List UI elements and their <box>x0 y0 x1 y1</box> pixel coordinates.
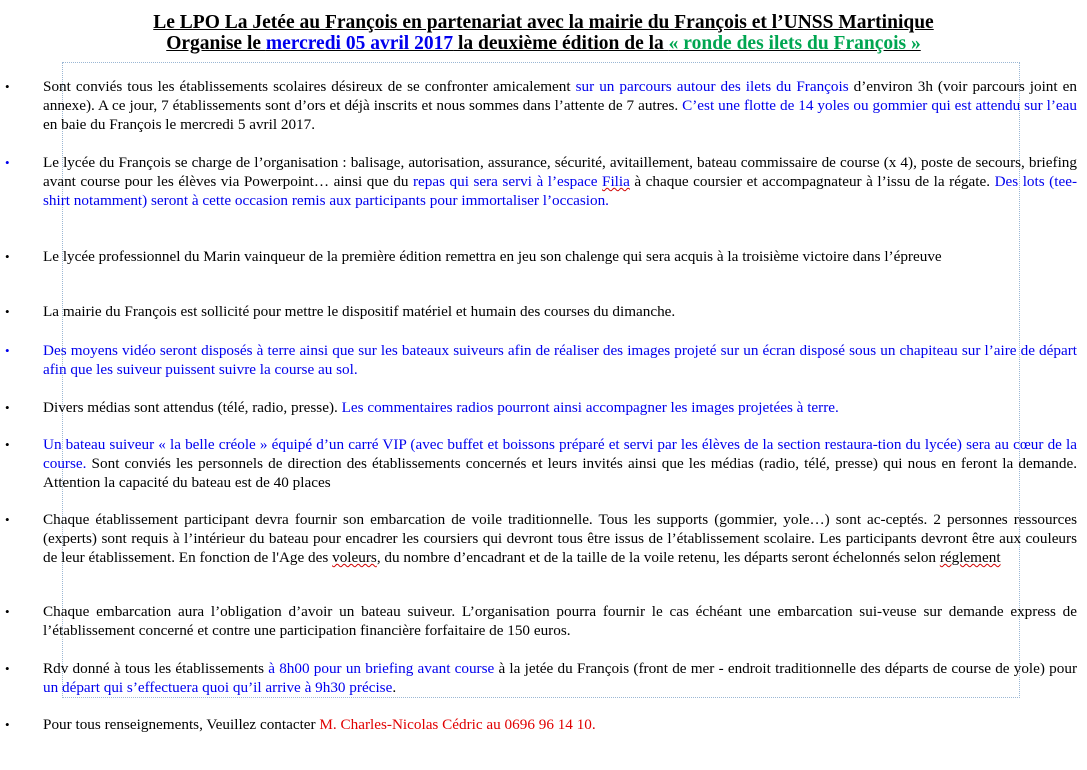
item-text-highlight: Des moyens vidéo seront disposés à terre ainsi que sur les bateaux suiveurs afin de réaliser des images projeté sur un écran disposé sous un chapiteau sur l’aire de départ afin que les suiveur puissent suivre la course au sol. <box>43 342 1077 378</box>
item-text-highlight: Des lots (tee-shirt notamment) seront à cette occasion remis aux participants pour immortaliser l’occasion. <box>43 173 1077 209</box>
list-item <box>5 77 1077 134</box>
item-text-highlight: à 8h00 pour un briefing avant course <box>268 660 495 677</box>
item-text: Divers médias sont attendus (télé, radio, presse). <box>43 399 342 416</box>
item-text: Sont conviés tous les établissements scolaires désireux de se confronter amicalement <box>43 78 576 95</box>
list-item <box>5 435 1077 492</box>
list-item <box>5 247 1077 266</box>
bullet-icon: • <box>5 249 10 264</box>
bullet-icon: • <box>5 604 10 619</box>
event-date: mercredi 05 avril 2017 <box>265 33 454 54</box>
item-text: Le lycée du François se charge de l’organisation : balisage, autorisation, assurance, sécurité, avitaillement, bateau commissaire de course (x 4), poste de secours, briefing avant course pour les élèves via Powerpoint… ainsi que du <box>43 154 1077 190</box>
list-item <box>5 659 1078 697</box>
item-text-highlight: un départ qui s’effectuera quoi qu’il arrive à 9h30 précise <box>43 679 393 696</box>
item-text: à chaque coursier et accompagnateur à l’issu de la régate. <box>629 173 995 190</box>
item-text-highlight: C’est une flotte de 14 yoles ou gommier qui est attendu sur l’eau <box>682 97 1077 114</box>
contact-info: M. Charles-Nicolas Cédric au 0696 96 14 10. <box>319 716 596 733</box>
list-item <box>5 302 1077 321</box>
item-text: en baie du François le mercredi 5 avril 2017. <box>43 116 316 133</box>
title-line-1: Le LPO La Jetée au François en partenariat avec la mairie du François et l’UNSS Martinique <box>153 12 934 33</box>
item-text: Chaque établissement participant devra fournir son embarcation de voile traditionnelle. Tous les supports (gommier, yole…) sont ac-ceptés. 2 personnes ressources (experts) sont requis à l’intérieur du bateau pour encadrer les coursiers qui devront tous être issus de l’établissement scolaire. Les participants devront être aux couleurs de leur établissement. En fonction de l'Age des <box>43 511 1077 566</box>
item-text: d’environ 3h (voir parcours joint en annexe). A ce jour, 7 établissements sont d’ors et déjà inscrits et nous sommes dans l’attente de 7 autres. <box>43 78 1077 114</box>
item-text: Rdv donné à tous les établissements <box>43 660 269 677</box>
item-text-highlight: repas qui sera servi à l’espace <box>412 173 603 190</box>
title-line-2-prefix: Organise le <box>166 33 266 54</box>
item-text: , du nombre d’encadrant et de la taille de la voile retenu, les départs seront échelonnés selon <box>376 549 940 566</box>
item-text: Chaque embarcation aura l’obligation d’avoir un bateau suiveur. L’organisation pourra fournir le cas échéant une embarcation sui-veuse sur demande express de l’établissement concerné et contre une participation financière forfaitaire de 150 euros. <box>43 603 1077 639</box>
title-line-2-middle: la deuxième édition de la <box>453 33 669 54</box>
item-text-highlight: sur un parcours autour des ilets du François <box>575 78 849 95</box>
event-name: « ronde des ilets du François » <box>668 33 921 54</box>
item-text-highlight: Les commentaires radios pourront ainsi accompagner les images projetées à terre. <box>341 399 839 416</box>
bullet-icon: • <box>5 304 10 319</box>
list-item <box>5 602 1077 640</box>
bullet-icon: • <box>5 400 10 415</box>
bullet-icon: • <box>5 155 10 170</box>
list-item <box>5 510 1077 567</box>
bullet-icon: • <box>5 437 10 452</box>
item-text: réglement <box>939 549 1001 566</box>
list-item <box>5 398 1077 417</box>
item-text: voleurs <box>332 549 377 566</box>
bullet-icon: • <box>5 512 10 527</box>
item-text: à la jetée du François (front de mer - endroit traditionnelle des départs de course de yole) pour <box>494 660 1078 677</box>
item-text: Le lycée professionnel du Marin vainqueur de la première édition remettra en jeu son chalenge qui sera acquis à la troisième victoire dans l’épreuve <box>43 248 942 265</box>
item-text: La mairie du François est sollicité pour mettre le dispositif matériel et humain des courses du dimanche. <box>43 303 676 320</box>
bullet-icon: • <box>5 343 10 358</box>
title-line-2 <box>0 33 1087 54</box>
item-text: Sont conviés les personnels de direction des établissements concernés et leurs invités ainsi que les médias (radio, télé, presse) qui nous en feront la demande. Attention la capacité du bateau est de 40 places <box>43 455 1077 491</box>
list-item <box>5 341 1077 379</box>
list-item <box>5 715 1077 734</box>
item-text: . <box>392 679 397 696</box>
item-text-highlight: Un bateau suiveur « la belle créole » équipé d’un carré VIP (avec buffet et boissons préparé et servi par les élèves de la section restaura-tion du lycée) sera au cœur de la course. <box>43 436 1077 472</box>
item-text-highlight: Filia <box>602 173 630 190</box>
bullet-icon: • <box>5 79 10 94</box>
bullet-icon: • <box>5 717 10 732</box>
list-item <box>5 153 1077 210</box>
document-title <box>0 12 1087 54</box>
bullet-icon: • <box>5 661 10 676</box>
item-text: Pour tous renseignements, Veuillez contacter <box>43 716 320 733</box>
